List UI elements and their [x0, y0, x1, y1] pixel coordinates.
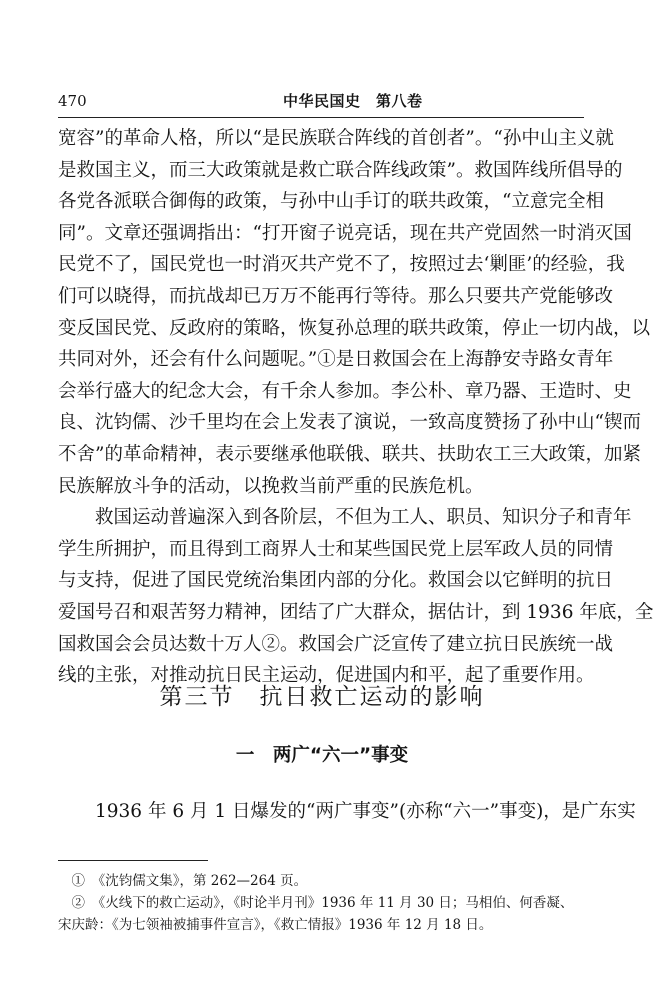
text-line: 们可以晓得，而抗战却已万万不能再行等待。那么只要共产党能够改 [58, 285, 614, 307]
text-line: 同”。文章还强调指出：“打开窗子说亮话，现在共产党固然一时消灭国 [58, 222, 632, 244]
text-line: 民族解放斗争的活动，以挽救当前严重的民族危机。 [58, 475, 484, 497]
header-rule [58, 117, 584, 118]
subsection-heading: 一 两广“六一”事变 [235, 745, 409, 766]
text-line: 线的主张，对推动抗日民主运动，促进国内和平，起了重要作用。 [58, 665, 595, 687]
section-heading: 第三节 抗日救亡运动的影响 [159, 684, 485, 710]
text-line: 国救国会会员达数十万人②。救国会广泛宣传了建立抗日民族统一战 [58, 633, 614, 655]
text-line: 学生所拥护，而且得到工商界人士和某些国民党上层军政人员的同情 [58, 538, 614, 560]
text-line: 救国运动普遍深入到各阶层，不但为工人、职员、知识分子和青年 [58, 507, 632, 529]
text-line: 共同对外，还会有什么问题呢。”①是日救国会在上海静安寺路女青年 [58, 349, 614, 371]
body-text [58, 123, 653, 692]
body-text-continued [58, 796, 636, 828]
running-title: 中华民国史 第八卷 [283, 92, 423, 110]
footnote-line: 宋庆龄：《为七领袖被捕事件宣言》，《救亡情报》1936 年 12 月 18 日。 [58, 917, 493, 933]
text-line: 会举行盛大的纪念大会，有千余人参加。李公朴、章乃器、王造时、史 [58, 380, 632, 402]
text-line: 爱国号召和艰苦努力精神，团结了广大群众，据估计，到 1936 年底，全 [58, 601, 653, 623]
text-line: 不舍”的革命精神，表示要继承他联俄、联共、扶助农工三大政策，加紧 [58, 443, 641, 465]
footnote-line: ② 《火线下的救亡运动》，《时论半月刊》1936 年 11 月 30 日；马相伯、何香凝、 [58, 895, 574, 911]
text-line: 民党不了，国民党也一时消灭共产党不了，按照过去‘剿匪’的经验，我 [58, 254, 625, 276]
text-line: 良、沈钧儒、沙千里均在会上发表了演说，一致高度赞扬了孙中山“锲而 [58, 412, 641, 434]
footnote-rule [58, 860, 208, 861]
footnotes [58, 870, 588, 936]
text-line: 与支持，促进了国民党统治集团内部的分化。救国会以它鲜明的抗日 [58, 570, 614, 592]
text-line: 1936 年 6 月 1 日爆发的“两广事变”(亦称“六一”事变)，是广东实 [58, 801, 636, 822]
text-line: 各党各派联合御侮的政策，与孙中山手订的联共政策，“立意完全相 [58, 191, 604, 213]
footnote-line: ① 《沈钧儒文集》，第 262—264 页。 [58, 873, 308, 889]
text-line: 是救国主义，而三大政策就是救亡联合阵线政策”。救国阵线所倡导的 [58, 159, 623, 181]
text-line: 宽容”的革命人格，所以“是民族联合阵线的首创者”。“孙中山主义就 [58, 128, 614, 149]
page-number: 470 [58, 92, 87, 110]
page-header [58, 92, 584, 116]
text-line: 变反国民党、反政府的策略，恢复孙总理的联共政策，停止一切内战，以 [58, 317, 651, 339]
